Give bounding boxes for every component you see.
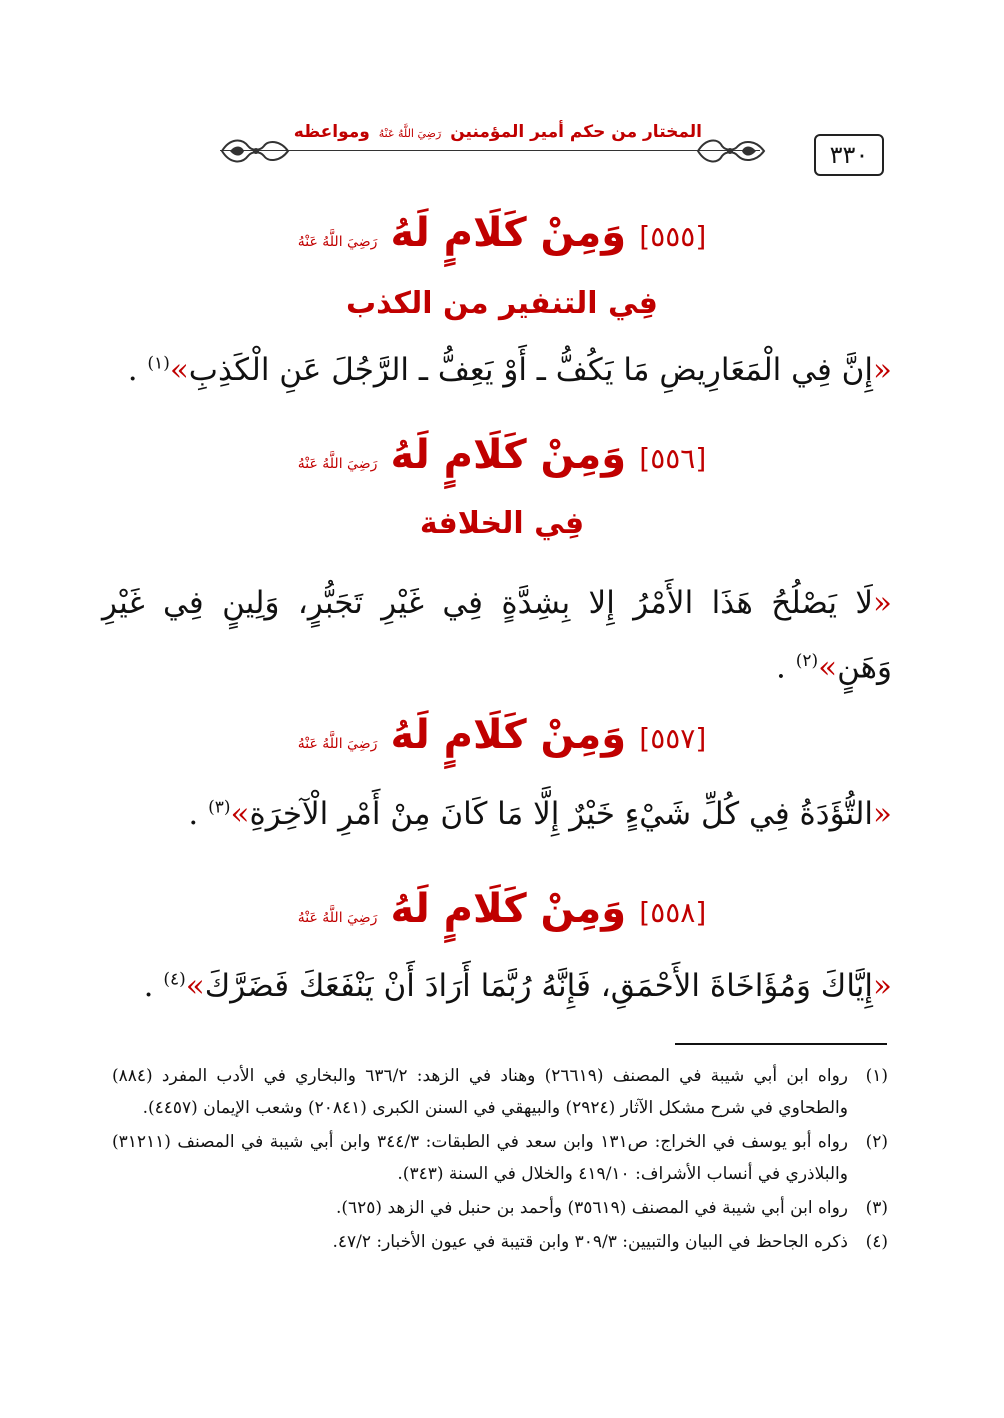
running-title-main: المختار من حكم أمير المؤمنين [450,122,702,142]
footnote-separator [675,1043,887,1045]
section-phrase: وَمِنْ كَلَامٍ لَهُ [390,210,627,256]
section-number: [٥٥٧] [639,722,707,755]
page-header [140,118,888,188]
ornament-left-icon [220,136,290,166]
footnote-item [112,1226,888,1258]
quote-end: . [188,796,199,832]
quote-open-mark: « [873,968,892,1004]
footnote-text: ذكره الجاحظ في البيان والتبيين: ٣٠٩/٣ وابن قتيبة في عيون الأخبار: ٤٧/٢. [332,1232,848,1252]
quote-text: التُّؤَدَةُ فِي كُلِّ شَيْءٍ خَيْرٌ إِلَّا مَا كَانَ مِنْ أَمْرِ الْآخِرَةِ [249,796,874,832]
section-number: [٥٥٨] [639,896,707,929]
footnote-ref[interactable]: (٤) [163,969,186,990]
section-number: [٥٥٥] [639,220,707,253]
footnote-item [112,1060,888,1124]
section-honor: رَضِيَ اللَّهُ عَنْهُ [297,234,378,250]
section-phrase: وَمِنْ كَلَامٍ لَهُ [390,886,627,932]
section-honor: رَضِيَ اللَّهُ عَنْهُ [297,456,378,472]
quote-text: لَا يَصْلُحُ هَذَا الأَمْرُ إِلا بِشِدَّةٍ فِي غَيْرِ تَجَبُّرٍ، وَلِينٍ فِي غَيْرِ وَهَنٍ [102,585,892,686]
quote-close-mark: » [169,352,189,388]
quote-556 [102,574,892,696]
footnote-number: (٢) [865,1132,888,1152]
section-number: [٥٥٦] [639,442,707,475]
header-rule [220,150,760,151]
footnote-number: (٤) [865,1232,888,1252]
section-subtitle-555: فِي التنفير من الكذب [346,286,658,321]
quote-open-mark: « [873,585,892,621]
running-title-honor: رَضِيَ اللَّهُ عَنْهُ [378,127,442,140]
quote-end: . [143,968,154,1004]
footnote-item [112,1126,888,1190]
running-title-end: ومواعظه [293,122,370,142]
footnote-ref[interactable]: (١) [147,353,170,374]
page-number: ٣٣٠ [814,134,884,176]
quote-text: إِيَّاكَ وَمُؤَاخَاةَ الأَحْمَقِ، فَإِنَّهُ رُبَّمَا أَرَادَ أَنْ يَنْفَعَكَ فَضَرَّكَ [204,968,874,1004]
ornament-right-icon [696,136,766,166]
quote-end: . [127,352,138,388]
quote-open-mark: « [873,352,892,388]
quote-close-mark: » [230,796,250,832]
section-heading-558 [152,886,852,932]
section-phrase: وَمِنْ كَلَامٍ لَهُ [390,712,627,758]
section-honor: رَضِيَ اللَّهُ عَنْهُ [297,910,378,926]
footnote-item [112,1192,888,1224]
footnote-ref[interactable]: (٣) [208,797,231,818]
footnote-text: رواه ابن أبي شيبة في المصنف (٣٥٦١٩) وأحمد بن حنبل في الزهد (٦٢٥). [335,1198,848,1218]
footnote-number: (٣) [865,1198,888,1218]
section-subtitle-556: فِي الخلافة [419,506,585,541]
quote-end: . [775,649,786,686]
quote-555 [128,352,892,388]
section-honor: رَضِيَ اللَّهُ عَنْهُ [297,736,378,752]
quote-open-mark: « [873,796,892,832]
section-heading-557 [152,712,852,758]
footnote-number: (١) [865,1066,888,1086]
section-heading-555 [152,210,852,256]
quote-text: إِنَّ فِي الْمَعَارِيضِ مَا يَكُفُّ ـ أَوْ يَعِفُّ ـ الرَّجُلَ عَنِ الْكَذِبِ [188,352,874,388]
section-phrase: وَمِنْ كَلَامٍ لَهُ [390,432,627,478]
quote-558 [144,968,892,1004]
quote-close-mark: » [818,649,838,686]
footnote-text: رواه أبو يوسف في الخراج: ص١٣١ وابن سعد في الطبقات: ٣٤٤/٣ وابن أبي شيبة في المصنف (٣١٢١١) والبلاذري في أنساب الأشراف: ٤١٩/١٠ والخلال في السنة (٣٤٣). [112,1132,848,1184]
section-heading-556 [152,432,852,478]
quote-557 [188,796,892,832]
footnotes [112,1060,888,1260]
footnote-ref[interactable]: (٢) [795,651,819,671]
footnote-text: رواه ابن أبي شيبة في المصنف (٢٦٦١٩) وهناد في الزهد: ٦٣٦/٢ والبخاري في الأدب المفرد (٨٨٤) والطحاوي في شرح مشكل الآثار (٢٩٢٤) والبيهقي في السنن الكبرى (٢٠٨٤١) وشعب الإيمان (٤٤٥٧). [112,1066,848,1118]
running-title [294,122,702,142]
quote-close-mark: » [185,968,205,1004]
